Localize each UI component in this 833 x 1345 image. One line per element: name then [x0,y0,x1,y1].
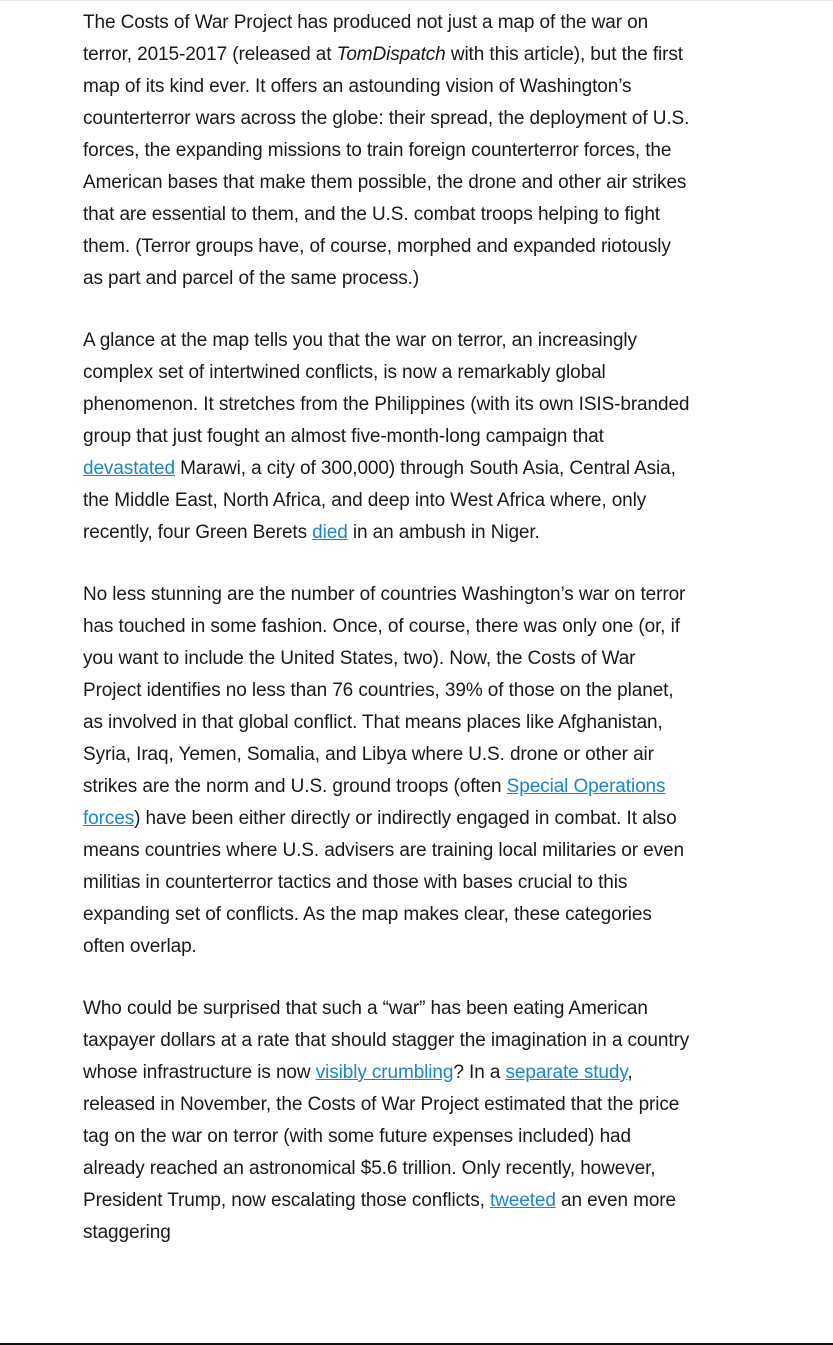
text-segment: Who could be surprised that such a “war” has been eating American taxpayer dollars at a rate that should stagger the imagination in a country whose infrastructure is now [83,998,690,1083]
paragraph-taxpayer-cost [83,993,693,1249]
text-segment: ) have been either directly or indirectly engaged in combat. It also means countries where U.S. advisers are training local militaries or even militias in counterterror tactics and those with bases crucial to this expanding set of conflicts. As the map makes clear, these categories often overlap. [83,808,684,957]
text-segment: an even more staggering [83,1190,676,1243]
article-body [83,7,693,1279]
publication-name: TomDispatch [336,44,446,65]
text-segment: , released in November, the Costs of War Project estimated that the price tag on the war on terror (with some future expenses included) had already reached an astronomical $5.6 trillion. Only recently, however, President Trump, now escalating those conflicts, [83,1062,680,1211]
top-divider [0,0,833,1]
link-tweeted[interactable]: tweeted [489,1190,556,1211]
paragraph-map-intro [83,7,693,295]
text-segment: with this article), but the first map of its kind ever. It offers an astounding vision of Washington’s counterterror wars across the globe: their spread, the deployment of U.S. forces, the expanding missions to train foreign counterterror forces, the American bases that make them possible, the drone and other air strikes that are essential to them, and the U.S. combat troops helping to fight them. (Terror groups have, of course, morphed and expanded riotously as part and parcel of the same process.) [83,44,690,289]
paragraph-countries-touched [83,579,693,963]
link-separate-study[interactable]: separate study [505,1062,628,1083]
text-segment: in an ambush in Niger. [347,522,540,543]
link-died[interactable]: died [312,522,348,543]
paragraph-global-phenomenon [83,325,693,549]
link-devastated[interactable]: devastated [83,458,175,479]
text-segment: A glance at the map tells you that the war on terror, an increasingly complex set of intertwined conflicts, is now a remarkably global phenomenon. It stretches from the Philippines (with its own ISIS-branded group that just fought an almost five-month-long campaign that [83,330,690,447]
text-segment: Marawi, a city of 300,000) through South Asia, Central Asia, the Middle East, North Africa, and deep into West Africa where, only recently, four Green Berets [83,458,676,543]
text-segment: The Costs of War Project has produced not just a map of the war on terror, 2015-2017 (released at [83,12,649,65]
text-segment: ? In a [453,1062,506,1083]
link-special-operations-forces[interactable]: Special Operations forces [83,776,666,829]
link-visibly-crumbling[interactable]: visibly crumbling [315,1062,454,1083]
text-segment: No less stunning are the number of countries Washington’s war on terror has touched in some fashion. Once, of course, there was only one (or, if you want to include the United States, two). Now, the Costs of War Project identifies no less than 76 countries, 39% of those on the planet, as involved in that global conflict. That means places like Afghanistan, Syria, Iraq, Yemen, Somalia, and Libya where U.S. drone or other air strikes are the norm and U.S. ground troops (often [83,584,686,797]
